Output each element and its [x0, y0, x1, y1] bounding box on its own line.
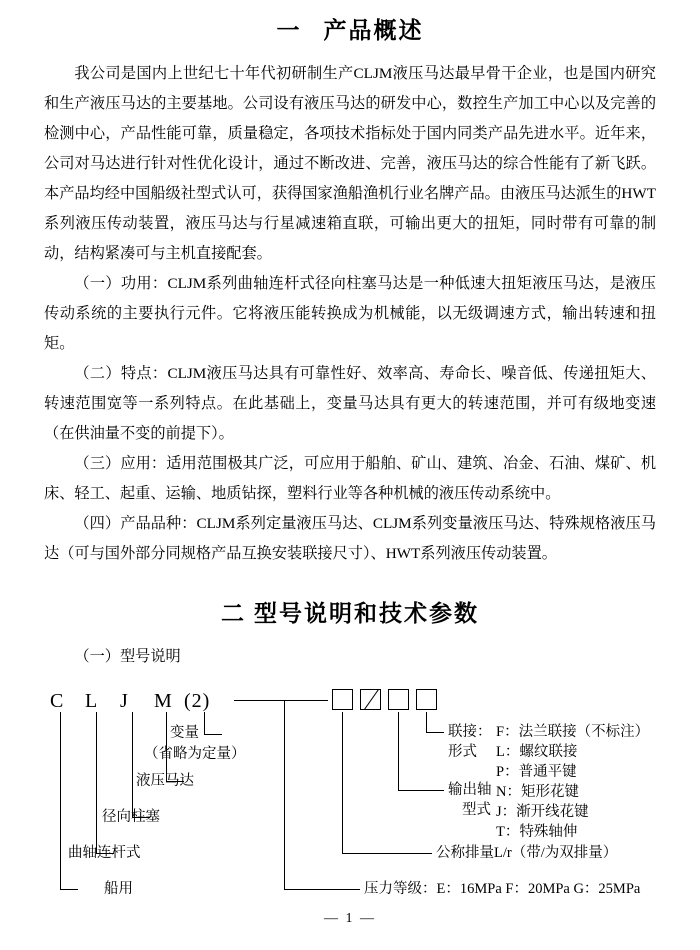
code-variable-marker: (2) — [184, 690, 211, 712]
leader-shaft-horizontal — [398, 790, 444, 791]
label-hydraulic-motor: 液压马达 — [136, 773, 194, 789]
label-shaft-flat-key: P：普通平键 — [496, 764, 577, 780]
code-box-connection-type — [416, 689, 437, 710]
leader-connection-horizontal — [426, 732, 444, 733]
section-1-heading — [44, 12, 656, 45]
model-code-diagram — [44, 680, 656, 950]
code-box-dual-displacement — [360, 689, 381, 710]
label-shaft-special: T：特殊轴伸 — [496, 824, 578, 840]
leader-marine-vertical — [60, 712, 61, 889]
paragraph-function: （一）功用：CLJM系列曲轴连杆式径向柱塞马达是一种低速大扭矩液压马达，是液压传动系统的主要执行元件。它将液压能转换成为机械能，以无级调速方式，输出转速和扭矩。 — [44, 275, 656, 352]
leader-connection-vertical — [426, 712, 427, 732]
code-connector-line — [234, 700, 328, 701]
code-letter-m: M — [154, 690, 173, 712]
label-radial-piston: 径向柱塞 — [102, 809, 160, 825]
label-marine-use: 船用 — [104, 881, 133, 897]
paragraph-features: （二）特点：CLJM液压马达具有可靠性好、效率高、寿命长、噪音低、传递扭矩大、转速范围宽等一系列特点。在此基础上，变量马达具有更大的转速范围，并可有级地变速（在供油量不变的前提下）。 — [44, 365, 656, 442]
label-connection-thread: L：螺纹联接 — [496, 744, 578, 760]
label-nominal-displacement: 公称排量L/r（带/为双排量） — [436, 845, 618, 861]
code-box-displacement — [332, 689, 353, 710]
leader-marine-horizontal — [60, 889, 78, 890]
leader-shaft-vertical — [398, 712, 399, 790]
code-letter-j: J — [120, 690, 129, 712]
label-shaft-rect-spline: N：矩形花键 — [496, 784, 579, 800]
label-shaft-involute-spline: J：渐开线花键 — [496, 804, 589, 820]
section-2-heading — [44, 595, 656, 628]
label-pressure-grade: 压力等级：E：16MPa F：20MPa G：25MPa — [364, 881, 641, 897]
label-variable: 变量 — [170, 725, 199, 741]
code-letter-c: C — [50, 690, 65, 712]
leader-pressure-vertical — [284, 700, 285, 889]
paragraph-overview: 我公司是国内上世纪七十年代初研制生产CLJM液压马达最早骨干企业，也是国内研究和生产液压马达的主要基地。公司设有液压马达的研发中心，数控生产加工中心以及完善的检测中心，产品性能可靠，质量稳定，各项技术指标处于国内同类产品先进水平。近年来，公司对马达进行针对性优化设计，通过不断改进、完善，液压马达的综合性能有了新飞跃。本产品均经中国船级社型式认可，获得国家渔船渔机行业名牌产品。由液压马达派生的HWT系列液压传动装置，液压马达与行星减速箱直联，可输出更大的扭矩，同时带有可靠的制动，结构紧凑可与主机直接配套。 — [44, 65, 656, 262]
code-letter-l: L — [85, 690, 99, 712]
subheading-model-description: （一）型号说明 — [74, 648, 181, 665]
leader-variable-vertical — [204, 712, 205, 734]
label-connection-title: 联接： — [448, 724, 492, 740]
section-2-number: 二 — [221, 600, 246, 627]
leader-displacement-horizontal — [342, 853, 432, 854]
paragraph-applications: （三）应用：适用范围极其广泛，可应用于船舶、矿山、建筑、冶金、石油、煤矿、机床、轻工、起重、运输、地质钻探，塑料行业等各种机械的液压传动系统中。 — [44, 455, 656, 502]
leader-piston-vertical — [132, 712, 133, 817]
leader-variable-horizontal — [204, 734, 222, 735]
section-1-title: 产品概述 — [323, 17, 424, 44]
section-1-body — [44, 59, 656, 569]
leader-pressure-horizontal — [284, 889, 360, 890]
paragraph-varieties: （四）产品品种：CLJM系列定量液压马达、CLJM系列变量液压马达、特殊规格液压马达（可与国外部分同规格产品互换安装联接尺寸）、HWT系列液压传动装置。 — [44, 515, 656, 562]
label-variable-note: （省略为定量） — [144, 746, 246, 762]
section-2-title: 型号说明和技术参数 — [254, 600, 479, 627]
section-1-number: 一 — [276, 17, 302, 44]
label-connection-flange: F：法兰联接（不标注） — [496, 724, 650, 740]
page-footer: — 1 — — [324, 911, 376, 926]
code-box-shaft-type — [388, 689, 409, 710]
document-page — [0, 12, 700, 943]
label-shaft-title: 输出轴 — [448, 782, 492, 798]
label-shaft-title-2: 型式 — [462, 802, 491, 818]
label-crankshaft-connecting-rod: 曲轴连杆式 — [68, 845, 141, 861]
leader-crankshaft-vertical — [96, 712, 97, 853]
leader-displacement-vertical — [342, 712, 343, 853]
label-connection-title-2: 形式 — [448, 744, 477, 760]
